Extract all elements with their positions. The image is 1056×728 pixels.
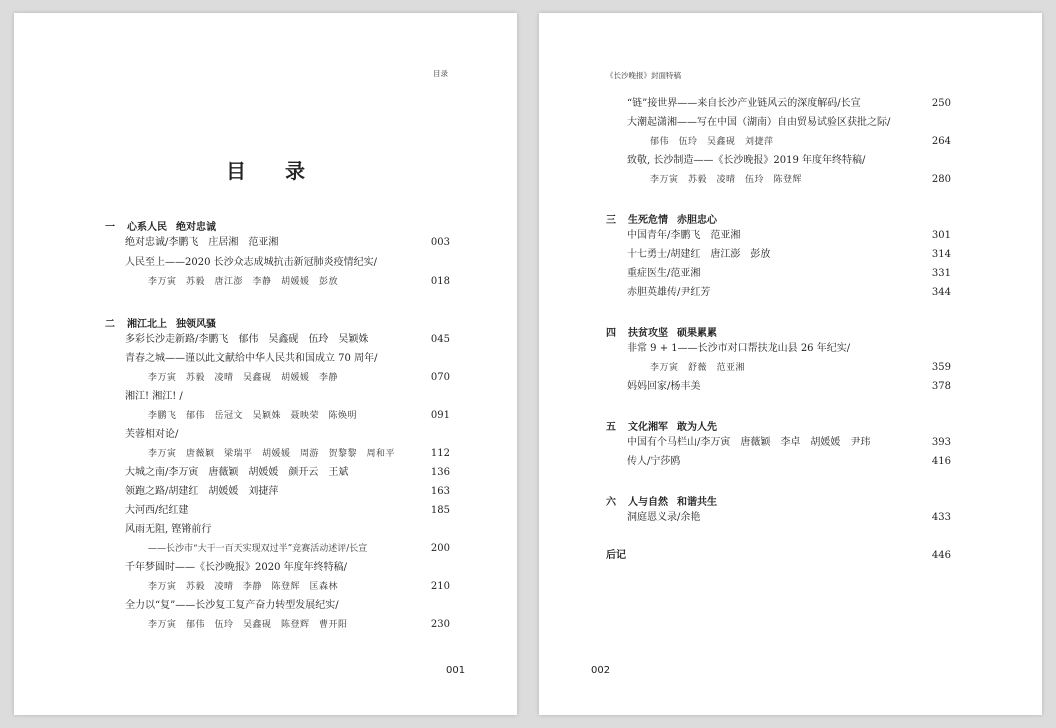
running-head: 目录	[433, 69, 448, 78]
section-heading: 五 文化湘军 敢为人先	[606, 422, 717, 433]
toc-entry-authors: 郁伟 伍玲 吴鑫砚 刘捷萍 264	[650, 136, 951, 147]
toc-entry[interactable]: 非常 9 + 1——长沙市对口帮扶龙山县 26 年纪实/	[627, 343, 851, 354]
toc-entry-authors: 李万寅 苏毅 凌晴 伍玲 陈登辉 280	[650, 174, 951, 185]
toc-entry-authors: 李万寅 苏毅 凌晴 李静 陈登辉 匡森林 210	[148, 581, 450, 592]
toc-entry[interactable]: 绝对忠诚/李鹏飞 庄居湘 范亚湘 003	[125, 237, 450, 248]
toc-entry[interactable]: 领跑之路/胡建红 胡媛媛 刘捷萍 163	[125, 486, 450, 497]
page-number: 002	[591, 665, 611, 676]
toc-entry[interactable]: 赤胆英雄传/尹红芳 344	[627, 287, 951, 298]
toc-entry[interactable]: 妈妈回家/杨丰美 378	[627, 381, 951, 392]
toc-entry[interactable]: 传人/宁莎鸥 416	[627, 456, 951, 467]
toc-entry-authors: 李万寅 苏毅 唐江澎 李静 胡媛媛 彭放 018	[148, 276, 450, 287]
toc-entry[interactable]: 中国青年/李鹏飞 范亚湘 301	[627, 230, 951, 241]
section-heading: 一 心系人民 绝对忠诚	[105, 222, 216, 233]
section-heading: 二 湘江北上 独领风骚	[105, 319, 216, 330]
toc-entry[interactable]: 洞庭恩义录/余艳 433	[627, 512, 951, 523]
toc-entry-subtitle: ——长沙市“大干一百天实现双过半”竞赛活动述评/长宣 200	[148, 543, 450, 554]
right-page	[539, 13, 1042, 715]
toc-entry[interactable]: 致敬, 长沙制造——《长沙晚报》2019 年度年终特稿/	[627, 155, 866, 166]
toc-entry[interactable]: 大河西/纪红建 185	[125, 505, 450, 516]
toc-entry[interactable]: 湘江! 湘江! /	[125, 391, 183, 402]
toc-entry-authors: 李万寅 舒薇 范亚湘 359	[650, 362, 951, 373]
toc-entry[interactable]: 千年梦圆时——《长沙晚报》2020 年度年终特稿/	[125, 562, 347, 573]
running-head: 《长沙晚报》封面特稿	[606, 71, 681, 80]
toc-entry-authors: 李万寅 唐薇颖 梁瑞平 胡媛媛 周游 贺黎黎 周和平 112	[148, 448, 450, 459]
toc-entry-authors: 李鹏飞 郁伟 岳冠文 吴颖姝 聂映荣 陈焕明 091	[148, 410, 450, 421]
page-title: 目 录	[226, 159, 321, 183]
toc-entry[interactable]: 全力以“复”——长沙复工复产奋力转型发展纪实/	[125, 600, 339, 611]
toc-entry[interactable]: 中国有个马栏山/李万寅 唐薇颖 李卓 胡媛媛 尹玮 393	[627, 437, 951, 448]
toc-entry[interactable]: 大城之南/李万寅 唐薇颖 胡媛媛 颜开云 王斌 136	[125, 467, 450, 478]
toc-entry[interactable]: 多彩长沙走新路/李鹏飞 郁伟 吴鑫砚 伍玲 吴颖姝 045	[125, 334, 450, 345]
toc-entry[interactable]: “链”接世界——来自长沙产业链风云的深度解码/长宣 250	[627, 98, 951, 109]
toc-entry[interactable]: 重症医生/范亚湘 331	[627, 268, 951, 279]
section-heading: 四 扶贫攻坚 硕果累累	[606, 328, 717, 339]
toc-entry-authors: 李万寅 苏毅 凌晴 吴鑫砚 胡媛媛 李静 070	[148, 372, 450, 383]
toc-entry-afterword[interactable]: 后记 446	[606, 550, 951, 561]
toc-entry-authors: 李万寅 郁伟 伍玲 吴鑫砚 陈登辉 曹开阳 230	[148, 619, 450, 630]
page-number: 001	[446, 665, 466, 676]
toc-entry[interactable]: 芙蓉相对论/	[125, 429, 179, 440]
toc-entry[interactable]: 大潮起潇湘——写在中国（湖南）自由贸易试验区获批之际/	[627, 117, 891, 128]
toc-entry[interactable]: 人民至上——2020 长沙众志成城抗击新冠肺炎疫情纪实/	[125, 257, 377, 268]
left-page	[14, 13, 517, 715]
toc-entry[interactable]: 十七勇士/胡建红 唐江澎 彭放 314	[627, 249, 951, 260]
section-heading: 六 人与自然 和谐共生	[606, 497, 717, 508]
section-heading: 三 生死危情 赤胆忠心	[606, 215, 717, 226]
toc-entry[interactable]: 青春之城——谨以此文献给中华人民共和国成立 70 周年/	[125, 353, 378, 364]
toc-entry[interactable]: 风雨无阻, 铿锵前行	[125, 524, 212, 535]
